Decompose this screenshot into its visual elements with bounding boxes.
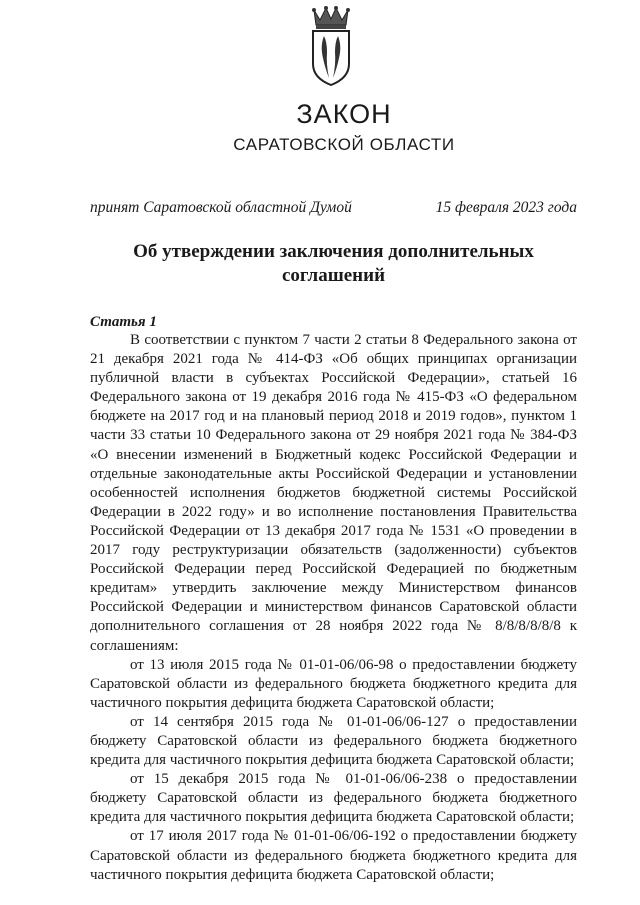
article-paragraph: от 14 сентября 2015 года № 01-01-06/06-127 о предоставлении бюджету Саратовской области из федерального бюджета бюджетного кредита для частичного покрытия дефицита бюджета Саратовской области; [90, 713, 577, 769]
article-body [90, 331, 577, 885]
article-heading: Статья 1 [90, 314, 157, 330]
document-type-heading: ЗАКОН [296, 99, 392, 129]
adoption-date: 15 февраля 2023 года [435, 199, 577, 216]
coat-of-arms-icon [300, 6, 362, 88]
article-paragraph: В соответствии с пунктом 7 части 2 статьи 8 Федерального закона от 21 декабря 2021 года № 414-ФЗ «Об общих принципах организации публичной власти в субъектах Российской Федерации», статьей 16 Федерального закона от 19 декабря 2016 года № 415-ФЗ «О федеральном бюджете на 2017 год и на плановый период 2018 и 2019 годов», пунктом 1 части 33 статьи 10 Федерального закона от 29 ноября 2021 года № 384-ФЗ «О внесении изменений в Бюджетный кодекс Российской Федерации и отдельные законодательные акты Российской Федерации и установлении особенностей исполнения бюджетов бюджетной системы Российской Федерации в 2022 году» и во исполнение постановления Правительства Российской Федерации от 13 декабря 2017 года № 1531 «О проведении в 2017 году реструктуризации обязательств (задолженности) субъектов Российской Федерации перед Российской Федерацией по бюджетным кредитам» утвердить заключение между Министерством финансов Российской Федерации и министерством финансов Саратовской области дополнительного соглашения от 28 ноября 2022 года № 8/8/8/8/8/8 к соглашениям: [90, 332, 577, 654]
article-paragraph: от 17 июля 2017 года № 01-01-06/06-192 о предоставлении бюджету Саратовской области из федерального бюджета бюджетного кредита для частичного покрытия дефицита бюджета Саратовской области; [90, 828, 577, 883]
law-title: Об утверждении заключения дополнительных соглашений [133, 241, 534, 286]
region-name: САРАТОВСКОЙ ОБЛАСТИ [233, 135, 455, 154]
article-paragraph: от 15 декабря 2015 года № 01-01-06/06-238 о предоставлении бюджету Саратовской области из федерального бюджета бюджетного кредита для частичного покрытия дефицита бюджета Саратовской области; [90, 771, 577, 826]
adopted-by: принят Саратовской областной Думой [90, 199, 352, 216]
article-paragraph: от 13 июля 2015 года № 01-01-06/06-98 о предоставлении бюджету Саратовской области из федерального бюджета бюджетного кредита для частичного покрытия дефицита бюджета Саратовской области; [90, 656, 577, 711]
adoption-line [90, 198, 577, 218]
